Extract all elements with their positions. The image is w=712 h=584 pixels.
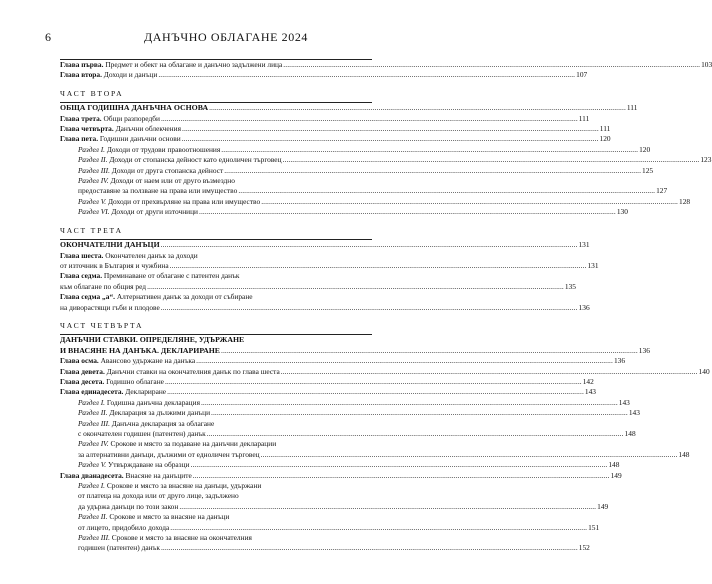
toc-subentry: Раздел IV. Срокове и място за подаване на данъчни декларации (78, 439, 277, 449)
toc-subentry-continued: от лицето, придобило дохода ..... 151 (60, 523, 372, 533)
toc-subentry-continued: годишен (патентен) данък ..... 152 (60, 543, 372, 553)
toc-entry: Глава трета. Общи разпоредби ..... 111 (60, 114, 372, 124)
toc-entry: Глава осма. Авансово удържане на данъка ..... 136 (60, 356, 372, 366)
toc-subentry: Раздел II. Доходи от стопанска дейност като едноличен търговец ..... 123 (60, 155, 372, 165)
toc-subentry: Раздел I. Годишна данъчна декларация ..... 143 (60, 398, 372, 408)
toc-subentry: Раздел I. Доходи от трудови правоотношения ..... 120 (60, 145, 372, 155)
toc-subentry: Раздел VI. Доходи от други източници ..... 130 (60, 207, 372, 217)
part-title: ОБЩА ГОДИШНА ДАНЪЧНА ОСНОВА ..... 111 (60, 103, 372, 113)
toc-subentry-continued: за алтернативни данъци, дължими от едноличен търговец ..... 148 (60, 450, 372, 460)
toc-entry-continued: от източник в България и чужбина ..... 131 (60, 261, 372, 271)
toc-subentry: Раздел II. Декларация за дължими данъци ..... 143 (60, 408, 372, 418)
toc-entry: Глава втора. Доходи и данъци ..... 107 (60, 70, 372, 80)
page-header (45, 30, 407, 46)
part-label: ЧАСТ ТРЕТА (60, 225, 123, 235)
toc-subentry: Раздел IV. Доходи от наем или от друго възмездно (78, 176, 235, 186)
toc-entry-continued: към облагане по общия ред ..... 135 (60, 282, 372, 292)
toc-entry-continued: на диворастящи гъби и плодове ..... 136 (60, 303, 372, 313)
toc-subentry-continued: от платеца на дохода или от друго лице, задължено (78, 491, 239, 501)
toc-entry: Глава дванадесета. Внасяне на данъците ..... 149 (60, 471, 372, 481)
toc-subentry: Раздел III. Данъчна декларация за облагане (78, 418, 215, 428)
page-number: 6 (45, 30, 51, 44)
toc-entry: Глава четвърта. Данъчни облекчения ..... 111 (60, 124, 372, 134)
toc-entry: Глава седма „а“. Алтернативен данък за доходи от събиране (60, 292, 253, 302)
toc-entry: Глава десета. Годишно облагане ..... 142 (60, 377, 372, 387)
toc-entry: Глава девета. Данъчни ставки на окончателния данък по глава шеста ..... 140 (60, 367, 372, 377)
toc-subentry-continued: с окончателен годишен (патентен) данък ..... 148 (60, 429, 372, 439)
toc-subentry-continued: да удържа данъци по този закон ..... 149 (60, 502, 372, 512)
toc-subentry: Раздел I. Срокове и място за внасяне на данъци, удържани (78, 481, 262, 491)
running-title: ДАНЪЧНО ОБЛАГАНЕ 2024 (143, 30, 309, 44)
table-of-contents (60, 56, 712, 554)
toc-entry: Глава шеста. Окончателен данък за доходи (60, 250, 198, 260)
toc-entry: Глава седма. Преминаване от облагане с патентен данък (60, 271, 240, 281)
toc-subentry: Раздел V. Утвърждаване на образци ..... 148 (60, 460, 372, 470)
toc-entry: Глава първа. Предмет и обект на облагане и данъчно задължени лица ..... 103 (60, 60, 372, 70)
part-title: ОКОНЧАТЕЛНИ ДАНЪЦИ ..... 131 (60, 240, 372, 250)
part-label: ЧАСТ ВТОРА (60, 88, 124, 98)
toc-subentry: Раздел III. Доходи от друга стопанска дейност ..... 125 (60, 166, 372, 176)
part-title-continued: И ВНАСЯНЕ НА ДАНЪКА. ДЕКЛАРИРАНЕ ..... 136 (60, 346, 372, 356)
toc-entry: Глава пета. Годишни данъчни основи ..... 120 (60, 134, 372, 144)
toc-subentry: Раздел II. Срокове и място за внасяне на данъци (78, 512, 230, 522)
part-title: ДАНЪЧНИ СТАВКИ. ОПРЕДЕЛЯНЕ, УДЪРЖАНЕ (60, 335, 245, 345)
toc-entry: Глава единадесета. Деклариране ..... 143 (60, 387, 372, 397)
part-label: ЧАСТ ЧЕТВЪРТА (60, 320, 144, 330)
toc-subentry: Раздел III. Срокове и място за внасяне на окончателния (78, 533, 252, 543)
toc-subentry-continued: предоставяне за ползване на права или имущество ..... 127 (60, 186, 372, 196)
toc-subentry: Раздел V. Доходи от прехвърляне на права или имущество ..... 128 (60, 197, 372, 207)
